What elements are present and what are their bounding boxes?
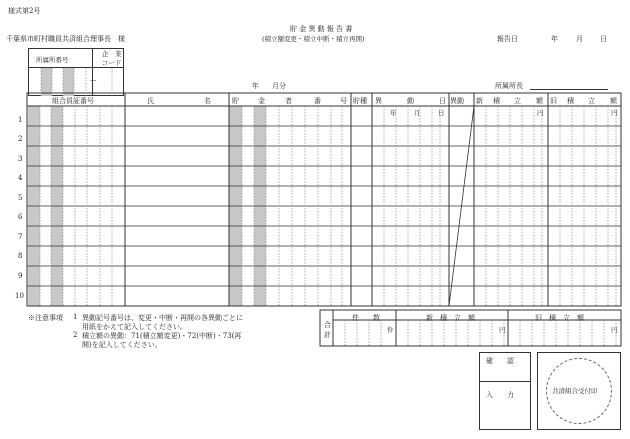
stamp-label: 共済組合受付印 [552, 387, 598, 395]
form-number: 様式第2号 [8, 7, 41, 15]
totals-old-header: 旧 積 立 額 [535, 314, 584, 322]
company-code-label-2: コード [102, 59, 122, 67]
totals-old-yen: 円 [611, 326, 618, 334]
header-old-char-2: 積 [567, 97, 574, 105]
report-date-month: 月 [576, 35, 583, 43]
header-new-char-1: 新 [476, 97, 483, 105]
header-account-char-2: 金 [258, 97, 265, 105]
notes-item1-line1: 異動記号番号は、変更・中断・再開の各異動ごとに [82, 314, 243, 322]
header-name-b: 名 [204, 97, 211, 105]
confirm-label: 確 認 [486, 357, 514, 365]
period-year: 年 [252, 82, 259, 90]
company-code-dash: — [90, 76, 97, 84]
report-date-year: 年 [551, 35, 558, 43]
notes-item1-num: 1 [73, 313, 78, 321]
header-old-char-3: 立 [588, 97, 595, 105]
notes-item2-num: 2 [73, 331, 78, 339]
row-number: 4 [18, 174, 23, 182]
header-account-char-4: 番 [314, 97, 321, 105]
header-change-date-char-1: 異 [375, 97, 382, 105]
notes-head: ※注意事項 [28, 314, 63, 322]
page-title: 貯 金 異 動 報 告 書 [290, 25, 353, 33]
totals-count-unit: 件 [387, 326, 394, 334]
unit-day: 日 [438, 109, 445, 117]
totals-label-1: 合 [324, 321, 331, 329]
header-old-char-1: 旧 [550, 97, 557, 105]
row-number: 8 [18, 252, 23, 260]
addressee: 千葉県市町村職員共済組合理事長 様 [6, 35, 125, 43]
unit-yen-new: 円 [537, 109, 544, 117]
shade-affil [41, 68, 52, 96]
row-number: 2 [18, 135, 23, 143]
header-new-char-2: 積 [493, 97, 500, 105]
table-frame [27, 93, 621, 306]
totals-new-yen: 円 [499, 326, 506, 334]
header-account-char-3: 者 [285, 97, 292, 105]
notes-item1-line2: 用紙をかえて記入してください。 [82, 323, 187, 331]
notes-item2-line1: 積立額の異動：71(積立額変更)・72(中断)・73(再 [82, 332, 242, 340]
shade-affil [63, 68, 74, 96]
unit-year: 年 [390, 109, 397, 117]
input-label: 入 力 [486, 391, 514, 399]
header-new-char-3: 立 [514, 97, 521, 105]
header-account-char-1: 貯 [232, 97, 239, 105]
row-number: 5 [18, 194, 23, 202]
totals-count-header: 件 数 [352, 314, 380, 322]
header-old-char-4: 額 [610, 97, 617, 105]
header-new-char-4: 額 [536, 97, 543, 105]
period-month: 月分 [272, 82, 286, 90]
report-date-label: 報告日 [497, 35, 518, 43]
office-head-label: 所属所長 [495, 82, 523, 90]
header-member-id: 組合員証番号 [52, 97, 94, 105]
header-change-date-char-3: 日 [439, 97, 446, 105]
header-savings-type: 貯種 [353, 97, 367, 105]
report-date-day: 日 [600, 35, 607, 43]
notes-item2-line2: 開)を記入してください。 [82, 341, 162, 349]
row-number: 9 [18, 272, 23, 280]
unit-yen-old: 円 [611, 109, 618, 117]
office-number-label: 所属所番号 [36, 56, 69, 64]
header-name-a: 氏 [147, 97, 154, 105]
page-subtitle: (積立額変更・積立中断・積立再開) [262, 35, 365, 43]
unit-month: 月 [414, 109, 421, 117]
row-number: 1 [18, 116, 23, 124]
confirm-divider [479, 381, 531, 382]
header-account-char-5: 号 [340, 97, 347, 105]
totals-new-header: 新 積 立 額 [426, 314, 475, 322]
header-change-date-char-2: 動 [407, 97, 414, 105]
row-number: 3 [18, 155, 23, 163]
totals-label-2: 計 [324, 331, 331, 339]
row-number: 7 [18, 233, 23, 241]
row-number: 6 [18, 213, 23, 221]
company-code-label-1: 企 業 [102, 50, 122, 58]
row-number: 10 [15, 292, 24, 300]
header-change-type: 異動 [450, 97, 464, 105]
